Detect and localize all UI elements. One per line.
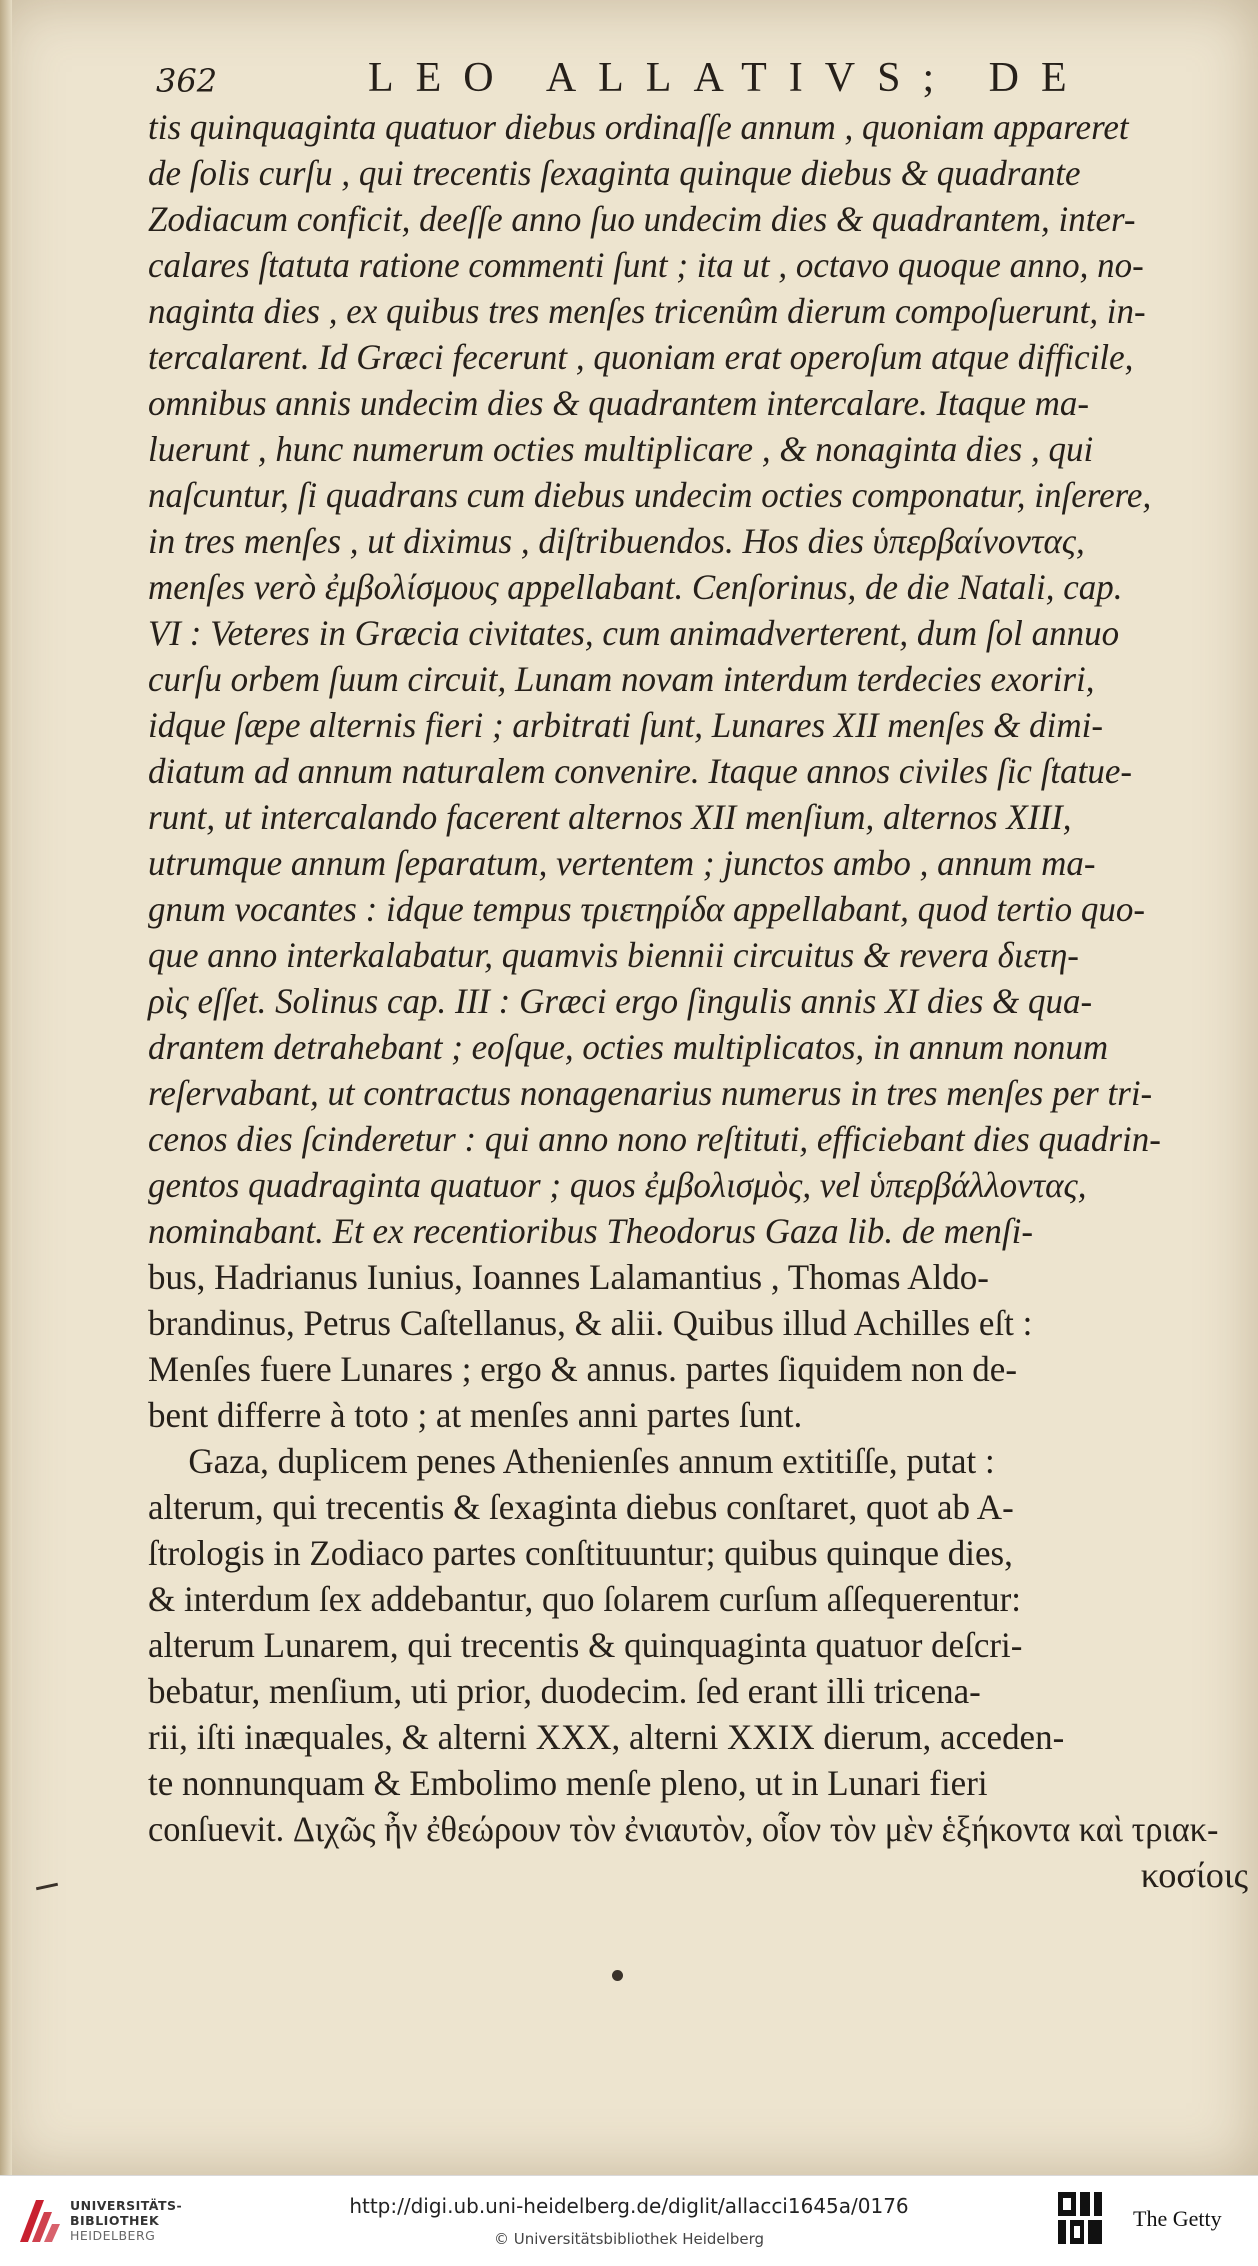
text-line: Zodiacum conficit, deeſſe anno ſuo undecim dies & quadrantem, inter- — [148, 199, 1136, 239]
text-line: nominabant. Et ex recentioribus Theodorus Gaza lib. de menſi- — [148, 1211, 1033, 1251]
text-line: bent differre à toto ; at menſes anni partes ſunt. — [148, 1395, 803, 1435]
text-line: Menſes fuere Lunares ; ergo & annus. partes ſiquidem non de- — [148, 1349, 1017, 1389]
text-line: alterum, qui trecentis & ſexaginta diebus conſtaret, quot ab A- — [148, 1487, 1014, 1527]
text-line: gentos quadraginta quatuor ; quos ἐμβολισμὸς, vel ὑπερβάλλοντας, — [148, 1165, 1087, 1205]
text-line: in tres menſes , ut diximus , diſtribuendos. Hos dies ὑπερβαίνοντας, — [148, 521, 1085, 561]
text-line: diatum ad annum naturalem convenire. Itaque annos civiles ſic ſtatue- — [148, 751, 1133, 791]
copyright-notice: © Universitätsbibliothek Heidelberg — [493, 2230, 764, 2248]
text-line: menſes verò ἐμβολίσμους appellabant. Cenſorinus, de die Natali, cap. — [148, 567, 1123, 607]
text-line: runt, ut intercalando facerent alternos XII menſium, alternos XIII, — [148, 797, 1072, 837]
ink-dot — [612, 1970, 623, 1981]
text-line: alterum Lunarem, qui trecentis & quinquaginta quatuor deſcri- — [148, 1625, 1023, 1665]
text-line: reſervabant, ut contractus nonagenarius numerus in tres menſes per tri- — [148, 1073, 1153, 1113]
page-content — [148, 48, 1258, 1898]
text-line: tis quinquaginta quatuor diebus ordinaſſe annum , quoniam appareret — [148, 107, 1129, 147]
text-line: κοσίοις — [1140, 1855, 1248, 1895]
text-line: utrumque annum ſeparatum, vertentem ; junctos ambo , annum ma- — [148, 843, 1096, 883]
text-line: que anno interkalabatur, quamvis biennii circuitus & revera διετη- — [148, 935, 1079, 975]
text-line: naſcuntur, ſi quadrans cum diebus undecim octies componatur, inſerere, — [148, 475, 1152, 515]
viewer-footer — [0, 2175, 1258, 2266]
text-line: curſu orbem ſuum circuit, Lunam novam interdum terdecies exoriri, — [148, 659, 1095, 699]
library-name-line: UNIVERSITÄTS- — [70, 2198, 183, 2213]
text-line: conſuevit. Διχῶς ἦν ἐθεώρουν τὸν ἐνιαυτὸν, οἷον τὸν μὲν ἑξήκοντα καὶ τριακ- — [148, 1809, 1219, 1849]
sponsor-name: The Getty — [1133, 2206, 1222, 2231]
text-line: & interdum ſex addebantur, quo ſolarem curſum aſſequerentur: — [148, 1579, 1022, 1619]
text-line: brandinus, Petrus Caſtellanus, & alii. Quibus illud Achilles eſt : — [148, 1303, 1033, 1343]
library-name-line: HEIDELBERG — [70, 2228, 156, 2243]
text-line: calares ſtatuta ratione commenti ſunt ; ita ut , octavo quoque anno, no- — [148, 245, 1144, 285]
text-line: naginta dies , ex quibus tres menſes tricenûm dierum compoſuerunt, in- — [148, 291, 1146, 331]
text-line: bus, Hadrianus Iunius, Ioannes Lalamantius , Thomas Aldo- — [148, 1257, 989, 1297]
running-head — [148, 48, 1258, 104]
body-text — [148, 104, 1258, 1898]
text-line: drantem detrahebant ; eoſque, octies multiplicatos, in annum nonum — [148, 1027, 1109, 1067]
text-line: te nonnunquam & Embolimo menſe pleno, ut in Lunari fieri — [148, 1763, 988, 1803]
text-line: de ſolis curſu , qui trecentis ſexaginta quinque diebus & quadrante — [148, 153, 1081, 193]
text-line: bebatur, menſium, uti prior, duodecim. ſed erant illi tricena- — [148, 1671, 981, 1711]
permalink-url[interactable]: http://digi.ub.uni-heidelberg.de/diglit/allacci1645a/0176 — [349, 2194, 909, 2218]
text-line: VI : Veteres in Græcia civitates, cum animadverterent, dum ſol annuo — [148, 613, 1120, 653]
text-line: cenos dies ſcinderetur : qui anno nono reſtituti, efficiebant dies quadrin- — [148, 1119, 1161, 1159]
text-line: gnum vocantes : idque tempus τριετηρίδα appellabant, quod tertio quo- — [148, 889, 1146, 929]
text-line: omnibus annis undecim dies & quadrantem intercalare. Itaque ma- — [148, 383, 1090, 423]
text-line: ρὶς eſſet. Solinus cap. III : Græci ergo ſingulis annis XI dies & qua- — [148, 981, 1093, 1021]
text-line: rii, iſti inæquales, & alterni XXX, alterni XXIX dierum, acceden- — [148, 1717, 1065, 1757]
library-name-line: BIBLIOTHEK — [70, 2213, 160, 2228]
margin-mark — [36, 1883, 58, 1891]
page-gutter-shadow — [0, 0, 12, 2175]
page-number: 362 — [156, 62, 218, 100]
getty-logo-icon[interactable] — [1056, 2190, 1104, 2246]
text-line: Gaza, duplicem penes Athenienſes annum extitiſſe, putat : — [188, 1441, 995, 1481]
text-line: luerunt , hunc numerum octies multiplicare , & nonaginta dies , qui — [148, 429, 1094, 469]
running-title: LEO ALLATIVS; DE — [368, 55, 1089, 101]
text-line: tercalarent. Id Græci fecerunt , quoniam erat operoſum atque difficile, — [148, 337, 1134, 377]
text-line: idque ſæpe alternis fieri ; arbitrati ſunt, Lunares XII menſes & dimi- — [148, 705, 1104, 745]
text-line: ſtrologis in Zodiaco partes conſtituuntur; quibus quinque dies, — [148, 1533, 1013, 1573]
